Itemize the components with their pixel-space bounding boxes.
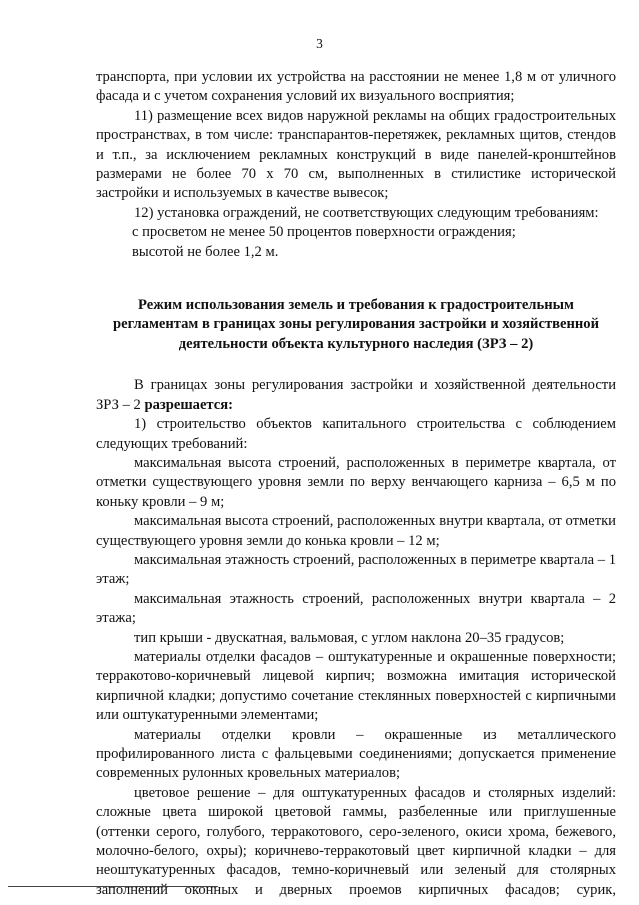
section-title-line: деятельности объекта культурного наследия (ЗРЗ – 2)	[178, 335, 534, 352]
paragraph-color-solution: цветовое решение – для оштукатуренных фасадов и столярных изделий: сложные цвета широкой цветовой гаммы, разбеленные или приглушенные (оттенки серого, голубого, терракотового, серо-зеленого, окиси хрома, бежевого, молочно-белого, охры); коричнево-терракотовый цвет кирпичной кладки – для неоштукатуренных фасадов, темно-коричневый или зеленый для столярных заполнений оконных и дверных проемов кирпичных фасадов; сурик,	[96, 784, 616, 898]
paragraph-continuation: транспорта, при условии их устройства на расстоянии не менее 1,8 м от уличного фасада и с учетом сохранения условий их визуального восприятия;	[96, 69, 616, 105]
paragraph-item-11: 11) размещение всех видов наружной рекламы на общих градостроительных пространствах, в том числе: транспарантов-перетяжек, рекламных щитов, стендов и т.п., за исключением рекламных конструкций в виде панелей-кронштейнов размерами не более 70 х 70 см, выполненных в стилистике исторической застройки и используемых в качестве вывесок;	[96, 107, 616, 202]
paragraph-floors-perimeter: максимальная этажность строений, расположенных в периметре квартала – 1 этаж;	[96, 551, 616, 588]
section-title	[96, 296, 616, 354]
paragraph-height-perimeter: максимальная высота строений, расположенных в периметре квартала, от отметки существующего уровня земли по верху венчающего карниза – 6,5 м по коньку кровли – 9 м;	[96, 454, 616, 510]
paragraph-requirement-height: высотой не более 1,2 м.	[132, 243, 279, 260]
paragraph-height-inside: максимальная высота строений, расположенных внутри квартала, от отметки существующего уровня земли до конька кровли – 12 м;	[96, 513, 616, 549]
paragraph-floors-inside: максимальная этажность строений, расположенных внутри квартала – 2 этажа;	[96, 590, 616, 627]
section-title-line: Режим использования земель и требования к градостроительным	[138, 297, 574, 314]
paragraph-item-1: 1) строительство объектов капитального строительства с соблюдением следующих требований:	[96, 416, 616, 452]
document-body	[96, 68, 616, 900]
footer-divider	[8, 886, 218, 887]
paragraph-requirement-clearance: с просветом не менее 50 процентов поверхности ограждения;	[132, 224, 516, 241]
section-intro	[96, 376, 616, 415]
section-intro-bold: разрешается:	[144, 396, 234, 413]
page-number: 3	[316, 36, 323, 51]
paragraph-roof-type: тип крыши - двускатная, вальмовая, с углом наклона 20–35 градусов;	[134, 629, 565, 646]
paragraph-facade-materials: материалы отделки фасадов – оштукатуренные и окрашенные поверхности; терракотово-коричневый лицевой кирпич; возможна имитация исторической кирпичной кладки; допустимо сочетание стеклянных поверхностей с кирпичными или оштукатуренными элементами;	[96, 648, 616, 724]
paragraph-item-12: 12) установка ограждений, не соответствующих следующим требованиям:	[134, 204, 599, 221]
section-intro-text: В границах зоны регулирования застройки и хозяйственной деятельности ЗРЗ – 2	[96, 377, 616, 413]
section-title-line: регламентам в границах зоны регулирования застройки и хозяйственной	[113, 316, 599, 333]
paragraph-roof-materials: материалы отделки кровли – окрашенные из металлического профилированного листа с фальцевыми соединениями; допускается применение современных рулонных кровельных материалов;	[96, 726, 616, 782]
